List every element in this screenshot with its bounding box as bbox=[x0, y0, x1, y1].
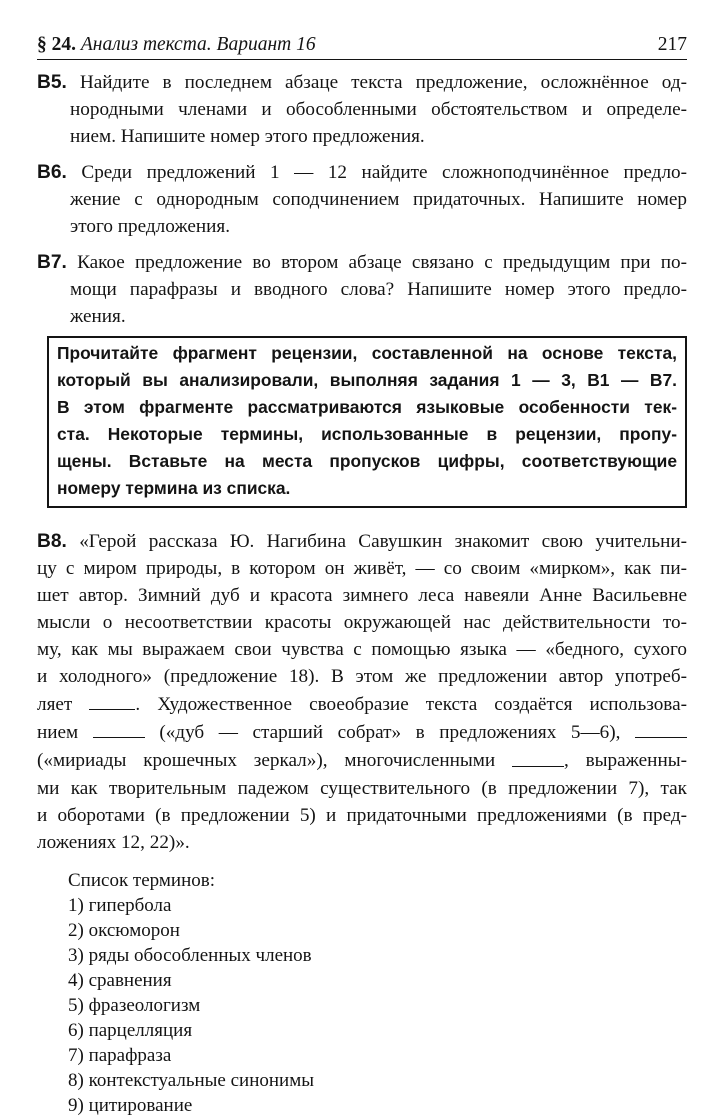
header-left bbox=[37, 34, 316, 56]
running-header bbox=[37, 30, 687, 60]
answer-blank bbox=[512, 746, 564, 766]
review-text-line: му, как мы выражаем свои чувства с помощью языка — «бедного, сухого bbox=[37, 639, 687, 660]
review-text-fragment: , выраженны- bbox=[564, 750, 687, 772]
section-number: § 24. bbox=[37, 34, 76, 55]
review-text-line bbox=[37, 746, 687, 774]
question-b7 bbox=[37, 249, 687, 330]
term-item: 6) парцелляция bbox=[68, 1019, 193, 1041]
term-item: 1) гипербола bbox=[68, 894, 172, 916]
term-item: 9) цитирование bbox=[68, 1094, 193, 1116]
term-item: 2) оксюморон bbox=[68, 919, 180, 941]
question-number: В5. bbox=[37, 72, 67, 93]
terms-title: Список терминов: bbox=[68, 869, 215, 891]
term-item: 4) сравнения bbox=[68, 969, 172, 991]
section-title: Анализ текста. Вариант 16 bbox=[80, 34, 316, 55]
terms-list bbox=[68, 868, 687, 1118]
review-text-fragment: . Художественное своеобразие текста создаётся использова- bbox=[135, 694, 687, 716]
question-text-line: Какое предложение во втором абзаце связано с предыдущим при по- bbox=[77, 252, 688, 273]
term-item: 8) контекстуальные синонимы bbox=[68, 1069, 314, 1091]
review-text-line bbox=[37, 690, 687, 718]
review-text-line: ложениях 12, 22)». bbox=[37, 831, 190, 853]
instruction-line: номеру термина из списка. bbox=[57, 478, 291, 498]
answer-blank bbox=[89, 690, 135, 710]
question-text-line: нородными членами и обособленными обстоятельством и определе- bbox=[70, 99, 687, 120]
question-number: В7. bbox=[37, 252, 67, 273]
term-item: 7) парафраза bbox=[68, 1044, 172, 1066]
question-text-line: жения. bbox=[70, 306, 126, 327]
review-text-line: цу с миром природы, в котором он живёт, — со своим «мирком», как пи- bbox=[37, 558, 687, 579]
question-text-line: Найдите в последнем абзаце текста предложение, осложнённое од- bbox=[79, 72, 687, 93]
review-text-line: и холодного» (предложение 18). В этом же предложении автор употреб- bbox=[37, 666, 687, 687]
term-item: 5) фразеологизм bbox=[68, 994, 201, 1016]
page-number: 217 bbox=[657, 34, 687, 55]
question-text-line: жение с однородным соподчинением придаточных. Напишите номер bbox=[70, 189, 687, 210]
review-text-line: мысли о несоответствии красоты окружающей нас действительности то- bbox=[37, 612, 687, 633]
review-text-line bbox=[37, 718, 687, 746]
answer-blank bbox=[93, 718, 145, 738]
review-text-fragment: ляет bbox=[37, 694, 73, 716]
page bbox=[37, 30, 687, 1118]
question-number: В8. bbox=[37, 531, 67, 552]
instruction-line: Прочитайте фрагмент рецензии, составленной на основе текста, bbox=[57, 343, 677, 363]
answer-blank bbox=[635, 718, 687, 738]
instruction-box bbox=[47, 336, 687, 508]
instruction-line: который вы анализировали, выполняя задания 1 — 3, В1 — В7. bbox=[57, 370, 677, 390]
instruction-line: В этом фрагменте рассматриваются языковые особенности тек- bbox=[57, 397, 677, 417]
question-text-line: мощи парафразы и вводного слова? Напишите номер этого предло- bbox=[70, 279, 687, 300]
review-text-line: шет автор. Зимний дуб и красота зимнего леса навеяли Анне Васильевне bbox=[37, 585, 687, 606]
instruction-line: ста. Некоторые термины, использованные в рецензии, пропу- bbox=[57, 424, 677, 444]
question-b8 bbox=[37, 528, 687, 856]
question-text-line: этого предложения. bbox=[70, 216, 231, 237]
instruction-line: щены. Вставьте на места пропусков цифры, соответствующие bbox=[57, 451, 677, 471]
review-text-line: и оборотами (в предложении 5) и придаточными предложениями (в пред- bbox=[37, 804, 687, 826]
question-number: В6. bbox=[37, 162, 67, 183]
review-text-line: ми как творительным падежом существительного (в предложении 7), так bbox=[37, 777, 687, 799]
review-text-fragment: («дуб — старший собрат» в предложениях 5—6), bbox=[159, 722, 621, 744]
review-text-fragment: нием bbox=[37, 722, 79, 744]
review-text-fragment: («мириады крошечных зеркал»), многочисленными bbox=[37, 750, 496, 772]
question-b5 bbox=[37, 69, 687, 150]
question-b6 bbox=[37, 159, 687, 240]
term-item: 3) ряды обособленных членов bbox=[68, 944, 312, 966]
question-text-line: нием. Напишите номер этого предложения. bbox=[70, 126, 425, 147]
review-text-line: «Герой рассказа Ю. Нагибина Савушкин знакомит свою учительни- bbox=[79, 531, 688, 552]
question-text-line: Среди предложений 1 — 12 найдите сложноподчинённое предло- bbox=[81, 162, 687, 183]
